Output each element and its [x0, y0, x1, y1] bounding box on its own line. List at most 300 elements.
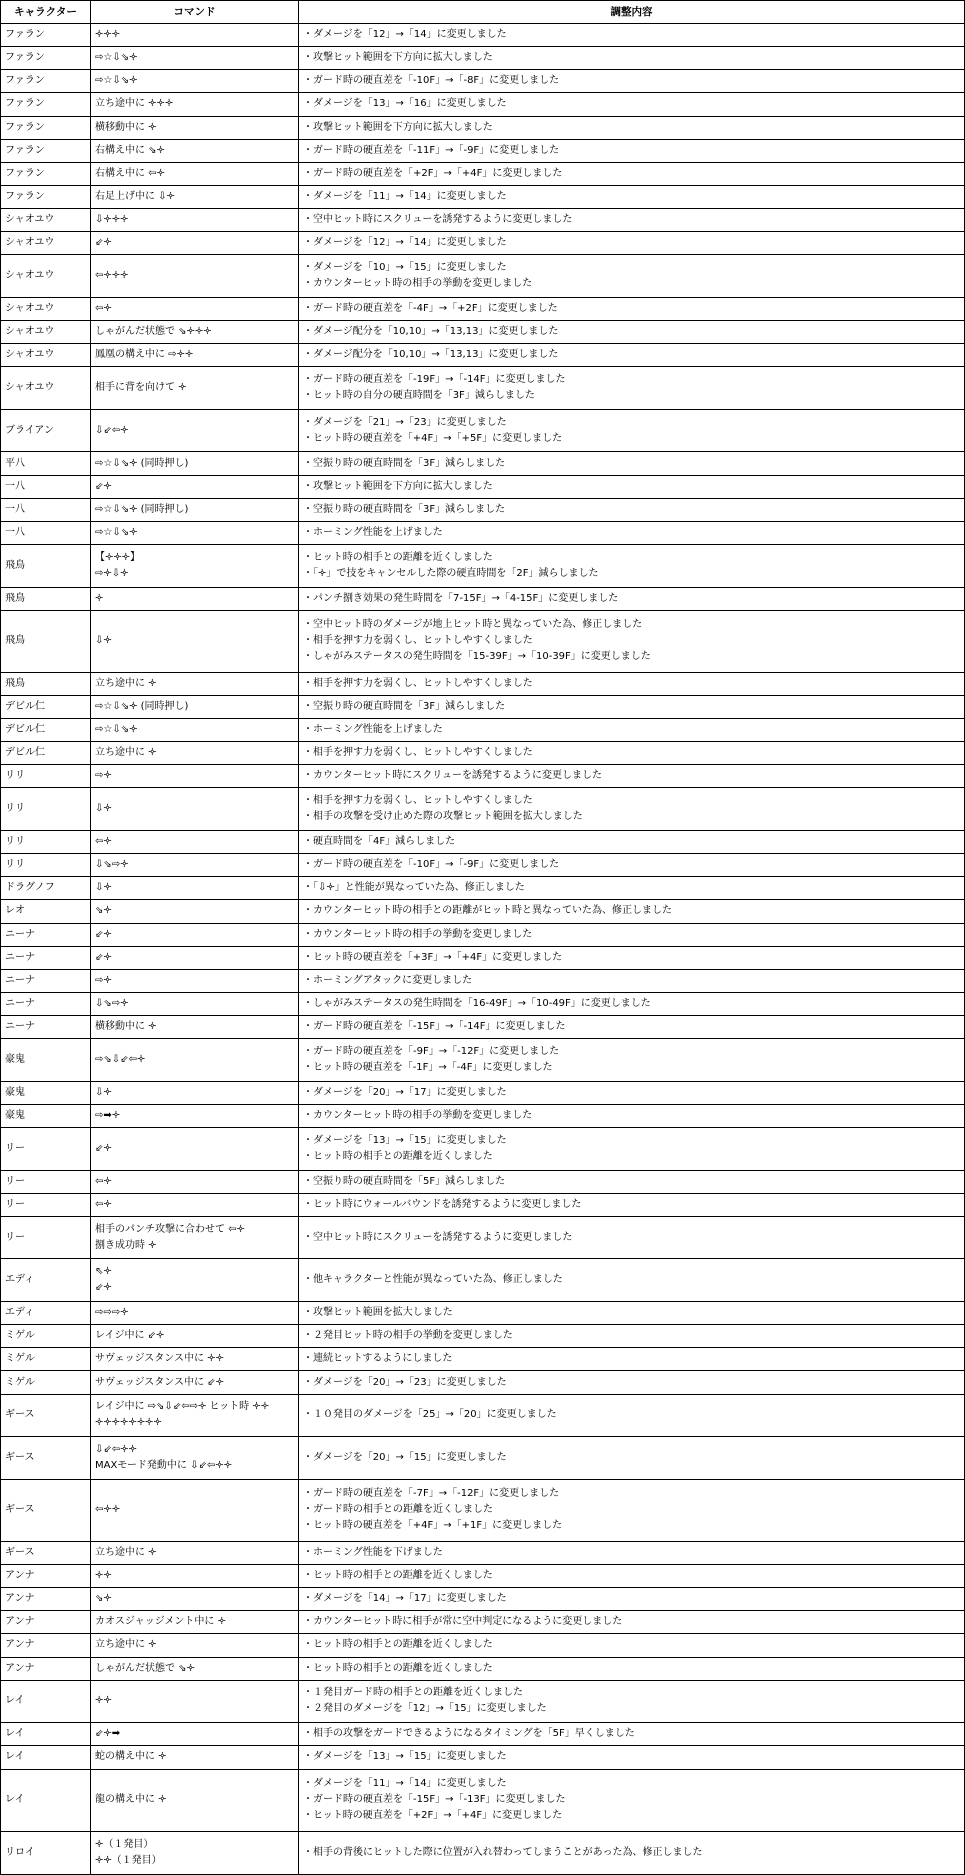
character-cell: ニーナ [1, 1016, 91, 1039]
command-line: ⇦🝊🝊 [95, 1504, 121, 1516]
command-line: 横移動中に 🝊 [95, 121, 157, 133]
character-cell: エディ [1, 1259, 91, 1302]
character-cell: シャオユウ [1, 255, 91, 298]
table-row [1, 185, 965, 208]
adjustment-line: ・ガード時の硬直差を「-15F」→「-14F」に変更しました [303, 1021, 566, 1033]
command-cell [91, 1039, 299, 1082]
command-cell [91, 452, 299, 475]
command-cell [91, 1193, 299, 1216]
adjustment-cell [299, 320, 965, 343]
adjustment-line: ・しゃがみステータスの発生時間を「15-39F」→「10-39F」に変更しました [303, 651, 651, 663]
command-line: 立ち途中に 🝊 [95, 677, 157, 689]
adjustment-line: ・ヒット時の自分の硬直時間を「3F」減らしました [303, 390, 535, 402]
table-row [1, 1680, 965, 1723]
adjustment-cell [299, 1746, 965, 1769]
header-command: コマンド [91, 1, 299, 24]
adjustment-cell [299, 255, 965, 298]
adjustment-line: ・ダメージを「20」→「15」に変更しました [303, 1451, 507, 1463]
command-cell [91, 24, 299, 47]
command-cell [91, 1081, 299, 1104]
table-row [1, 923, 965, 946]
adjustment-cell [299, 672, 965, 695]
table-row [1, 969, 965, 992]
adjustment-cell [299, 719, 965, 742]
command-cell [91, 367, 299, 410]
character-cell: リー [1, 1170, 91, 1193]
character-cell: レイ [1, 1746, 91, 1769]
command-line: ⇙🝊 [95, 480, 112, 492]
adjustment-cell [299, 1081, 965, 1104]
adjustment-cell [299, 831, 965, 854]
character-cell: シャオユウ [1, 297, 91, 320]
command-cell [91, 946, 299, 969]
adjustment-cell [299, 1371, 965, 1394]
character-cell: ファラン [1, 93, 91, 116]
table-row [1, 1216, 965, 1259]
table-row [1, 1170, 965, 1193]
table-row [1, 521, 965, 544]
adjustment-line: ・ダメージを「14」→「17」に変更しました [303, 1593, 507, 1605]
adjustment-line: ・ヒット時の相手との距離を近くしました [303, 1639, 493, 1651]
command-cell [91, 1634, 299, 1657]
adjustment-cell [299, 923, 965, 946]
adjustment-line: ・パンチ捌き効果の発生時間を「7-15F」→「4-15F」に変更しました [303, 592, 619, 604]
adjustment-line: ・カウンターヒット時の相手の挙動を変更しました [303, 928, 533, 940]
adjustment-cell [299, 1193, 965, 1216]
command-line: ⇘🝊 [95, 905, 112, 917]
adjustment-line: ・攻撃ヒット範囲を下方向に拡大しました [303, 480, 493, 492]
table-row [1, 475, 965, 498]
table-row [1, 232, 965, 255]
table-row [1, 1371, 965, 1394]
adjustment-cell [299, 854, 965, 877]
table-row [1, 498, 965, 521]
command-cell [91, 1016, 299, 1039]
adjustment-cell [299, 70, 965, 93]
command-cell [91, 854, 299, 877]
command-line: カオスジャッジメント中に 🝊 [95, 1616, 226, 1628]
adjustment-line: ・ガード時の硬直差を「-4F」→「+2F」に変更しました [303, 302, 558, 314]
adjustment-line: ・攻撃ヒット範囲を拡大しました [303, 1307, 453, 1319]
character-cell: レイ [1, 1680, 91, 1723]
command-cell [91, 672, 299, 695]
header-row [1, 1, 965, 24]
table-row [1, 1634, 965, 1657]
command-line: 立ち途中に 🝊 [95, 747, 157, 759]
adjustment-line: ・「⇩🝊」と性能が異なっていた為、修正しました [303, 882, 525, 894]
adjustment-line: ・カウンターヒット時の相手との距離がヒット時と異なっていた為、修正しました [303, 905, 672, 917]
adjustment-cell [299, 1541, 965, 1564]
table-row [1, 116, 965, 139]
adjustment-cell [299, 452, 965, 475]
adjustment-cell [299, 1680, 965, 1723]
adjustment-line: ・１０発目のダメージを「25」→「20」に変更しました [303, 1409, 557, 1421]
adjustment-line: ・相手を押す力を弱くし、ヒットしやすくしました [303, 635, 533, 647]
command-line: 立ち途中に 🝊 [95, 1639, 157, 1651]
character-cell: ブライアン [1, 409, 91, 452]
character-cell: シャオユウ [1, 232, 91, 255]
table-row [1, 742, 965, 765]
adjustment-line: ・ヒット時の硬直差を「+4F」→「+5F」に変更しました [303, 432, 563, 444]
character-cell: ミゲル [1, 1371, 91, 1394]
adjustment-line: ・相手を押す力を弱くし、ヒットしやすくしました [303, 795, 533, 807]
command-cell [91, 923, 299, 946]
table-row [1, 587, 965, 610]
command-line: レイジ中に ⇙🝊 [95, 1330, 165, 1342]
command-line: ⇩🝊 [95, 1086, 112, 1098]
character-cell: ギース [1, 1394, 91, 1437]
command-line: 🝊 [95, 592, 104, 604]
adjustment-line: ・ダメージを「13」→「15」に変更しました [303, 1751, 507, 1763]
command-cell [91, 1565, 299, 1588]
adjustment-line: ・カウンターヒット時の相手の挙動を変更しました [303, 278, 533, 290]
command-cell [91, 1128, 299, 1171]
adjustment-cell [299, 765, 965, 788]
command-line: 🝊🝊（１発目） [95, 1854, 162, 1866]
command-line: ⇦🝊 [95, 1198, 112, 1210]
table-row [1, 47, 965, 70]
command-cell [91, 320, 299, 343]
command-line: ⇩🝊 [95, 635, 112, 647]
character-cell: ギース [1, 1541, 91, 1564]
command-line: ⇩🝊 [95, 882, 112, 894]
table-row [1, 877, 965, 900]
command-line: 龍の構え中に 🝊 [95, 1794, 167, 1806]
adjustment-line: ・ガード時の硬直差を「-10F」→「-9F」に変更しました [303, 859, 560, 871]
adjustment-line: ・空中ヒット時のダメージが地上ヒット時と異なっていた為、修正しました [303, 619, 643, 631]
command-line: 🝊🝊🝊🝊🝊🝊🝊🝊 [95, 1417, 162, 1429]
command-cell [91, 1259, 299, 1302]
character-cell: 飛鳥 [1, 610, 91, 672]
adjustment-line: ・ヒット時の相手との距離を近くしました [303, 1150, 493, 1162]
command-cell [91, 1394, 299, 1437]
adjustment-line: ・相手を押す力を弱くし、ヒットしやすくしました [303, 747, 533, 759]
command-line: ⇨🝊 [95, 770, 112, 782]
character-cell: リリ [1, 854, 91, 877]
command-cell [91, 185, 299, 208]
adjustment-cell [299, 1831, 965, 1874]
adjustment-line: ・ダメージ配分を「10,10」→「13,13」に変更しました [303, 326, 559, 338]
table-row [1, 255, 965, 298]
command-line: ⇨🝊 [95, 974, 112, 986]
command-line: 鳳凰の構え中に ⇨🝊🝊 [95, 349, 194, 361]
table-row [1, 1348, 965, 1371]
adjustment-line: ・空振り時の硬直時間を「3F」減らしました [303, 503, 506, 515]
table-row [1, 139, 965, 162]
table-row [1, 209, 965, 232]
command-line: ⇨☆⇩⇘🝊 [95, 724, 138, 736]
character-cell: アンナ [1, 1611, 91, 1634]
adjustment-cell [299, 1611, 965, 1634]
adjustment-cell [299, 1170, 965, 1193]
command-line: 🝊🝊 [95, 1695, 112, 1707]
table-row [1, 1746, 965, 1769]
command-cell [91, 1680, 299, 1723]
command-cell [91, 70, 299, 93]
adjustment-cell [299, 344, 965, 367]
command-cell [91, 344, 299, 367]
adjustment-line: ・ダメージを「12」→「14」に変更しました [303, 237, 507, 249]
adjustment-cell [299, 695, 965, 718]
adjustment-line: ・ヒット時にウォールバウンドを誘発するように変更しました [303, 1198, 582, 1210]
character-cell: 飛鳥 [1, 544, 91, 587]
adjustment-line: ・カウンターヒット時に相手が常に空中判定になるように変更しました [303, 1616, 623, 1628]
adjustment-cell [299, 1325, 965, 1348]
adjustment-line: ・ガード時の硬直差を「-7F」→「-12F」に変更しました [303, 1488, 560, 1500]
command-cell [91, 1611, 299, 1634]
character-cell: シャオユウ [1, 209, 91, 232]
character-cell: レイ [1, 1723, 91, 1746]
table-row [1, 1541, 965, 1564]
adjustment-cell [299, 1394, 965, 1437]
character-cell: 豪鬼 [1, 1104, 91, 1127]
character-cell: 一八 [1, 521, 91, 544]
command-line: ⇨☆⇩⇘🝊 (同時押し) [95, 457, 189, 469]
table-row [1, 610, 965, 672]
character-cell: アンナ [1, 1634, 91, 1657]
command-line: ⇦🝊 [95, 1175, 112, 1187]
command-cell [91, 1371, 299, 1394]
command-cell [91, 1541, 299, 1564]
table-row [1, 1016, 965, 1039]
command-line: ⇙🝊 [95, 951, 112, 963]
command-line: ⇙🝊 [95, 237, 112, 249]
table-row [1, 672, 965, 695]
adjustment-line: ・空振り時の硬直時間を「3F」減らしました [303, 700, 506, 712]
command-line: 右足上げ中に ⇩🝊 [95, 190, 175, 202]
character-cell: ニーナ [1, 992, 91, 1015]
command-cell [91, 695, 299, 718]
command-line: しゃがんだ状態で ⇘🝊 [95, 1662, 195, 1674]
adjustment-line: ・ダメージを「21」→「23」に変更しました [303, 416, 507, 428]
adjustment-line: ・ガード時の硬直差を「+2F」→「+4F」に変更しました [303, 167, 563, 179]
command-line: ⇨🝊⇩🝊 [95, 567, 129, 579]
adjustment-line: ・２発目のダメージを「12」→「15」に変更しました [303, 1703, 547, 1715]
command-cell [91, 116, 299, 139]
adjustment-line: ・ガード時の相手との距離を近くしました [303, 1504, 493, 1516]
command-line: ⇙🝊➡ [95, 1728, 121, 1740]
adjustment-line: ・ガード時の硬直差を「-10F」→「-8F」に変更しました [303, 75, 560, 87]
adjustment-cell [299, 139, 965, 162]
adjustment-cell [299, 475, 965, 498]
command-line: 立ち途中に 🝊 [95, 1546, 157, 1558]
command-cell [91, 544, 299, 587]
command-line: ⇨⇨⇨🝊 [95, 1307, 129, 1319]
table-row [1, 70, 965, 93]
adjustment-line: ・空振り時の硬直時間を「5F」減らしました [303, 1175, 506, 1187]
command-cell [91, 47, 299, 70]
character-cell: ギース [1, 1479, 91, 1541]
character-cell: デビル仁 [1, 695, 91, 718]
adjustment-cell [299, 992, 965, 1015]
adjustment-cell [299, 1216, 965, 1259]
character-cell: ミゲル [1, 1325, 91, 1348]
command-line: ⇨☆⇩⇘🝊 [95, 75, 138, 87]
command-cell [91, 1769, 299, 1831]
adjustment-line: ・連続ヒットするようにしました [303, 1353, 453, 1365]
command-cell [91, 255, 299, 298]
character-cell: ニーナ [1, 946, 91, 969]
adjustment-cell [299, 1348, 965, 1371]
adjustment-line: ・カウンターヒット時にスクリューを誘発するように変更しました [303, 770, 602, 782]
character-cell: ドラグノフ [1, 877, 91, 900]
adjustment-line: ・相手の攻撃を受け止めた際の攻撃ヒット範囲を拡大しました [303, 811, 583, 823]
command-cell [91, 969, 299, 992]
command-line: 蛇の構え中に 🝊 [95, 1751, 167, 1763]
command-cell [91, 765, 299, 788]
header-character: キャラクター [1, 1, 91, 24]
adjustment-line: ・他キャラクターと性能が異なっていた為、修正しました [303, 1274, 563, 1286]
adjustment-line: ・ホーミング性能を下げました [303, 1546, 443, 1558]
adjustment-line: ・ヒット時の相手との距離を近くしました [303, 551, 493, 563]
adjustment-line: ・ダメージを「10」→「15」に変更しました [303, 262, 507, 274]
adjustment-cell [299, 1016, 965, 1039]
adjustment-line: ・ホーミングアタックに変更しました [303, 974, 473, 986]
command-cell [91, 610, 299, 672]
table-row [1, 320, 965, 343]
table-row [1, 946, 965, 969]
command-cell [91, 900, 299, 923]
command-cell [91, 1723, 299, 1746]
adjustment-line: ・ダメージを「13」→「15」に変更しました [303, 1134, 507, 1146]
adjustment-cell [299, 498, 965, 521]
command-line: ⇩🝊 [95, 803, 112, 815]
adjustment-line: ・攻撃ヒット範囲を下方向に拡大しました [303, 121, 493, 133]
command-cell [91, 831, 299, 854]
adjustment-line: ・２発目ヒット時の相手の挙動を変更しました [303, 1330, 513, 1342]
adjustment-cell [299, 1437, 965, 1480]
table-row [1, 544, 965, 587]
character-cell: デビル仁 [1, 742, 91, 765]
command-cell [91, 409, 299, 452]
command-cell [91, 1588, 299, 1611]
command-line: ⇩⇘⇨🝊 [95, 997, 129, 1009]
adjustment-line: ・ヒット時の硬直差を「+2F」→「+4F」に変更しました [303, 1810, 563, 1822]
adjustment-line: ・ダメージを「11」→「14」に変更しました [303, 1778, 507, 1790]
adjustment-cell [299, 788, 965, 831]
adjustment-cell [299, 1588, 965, 1611]
table-row [1, 765, 965, 788]
adjustment-line: ・ヒット時の硬直差を「+3F」→「+4F」に変更しました [303, 951, 563, 963]
command-line: ⇩⇘⇨🝊 [95, 859, 129, 871]
adjustment-line: ・空中ヒット時にスクリューを誘発するように変更しました [303, 1231, 573, 1243]
adjustment-cell [299, 1769, 965, 1831]
command-cell [91, 1170, 299, 1193]
character-cell: ファラン [1, 24, 91, 47]
command-cell [91, 788, 299, 831]
adjustment-line: ・ヒット時の硬直差を「-1F」→「-4F」に変更しました [303, 1061, 553, 1073]
command-cell [91, 992, 299, 1015]
table-row [1, 1302, 965, 1325]
character-cell: レイ [1, 1769, 91, 1831]
table-row [1, 452, 965, 475]
command-line: 🝊（１発目） [95, 1838, 154, 1850]
character-cell: ニーナ [1, 923, 91, 946]
adjustment-line: ・ガード時の硬直差を「-19F」→「-14F」に変更しました [303, 374, 566, 386]
table-row [1, 1039, 965, 1082]
character-cell: 一八 [1, 475, 91, 498]
adjustment-cell [299, 367, 965, 410]
adjustment-line: ・１発目ガード時の相手との距離を近くしました [303, 1687, 523, 1699]
command-cell [91, 232, 299, 255]
adjustment-cell [299, 93, 965, 116]
command-line: 捌き成功時 🝊 [95, 1239, 157, 1251]
command-cell [91, 1437, 299, 1480]
adjustment-line: ・カウンターヒット時の相手の挙動を変更しました [303, 1109, 533, 1121]
table-row [1, 93, 965, 116]
adjustment-cell [299, 209, 965, 232]
adjustment-cell [299, 297, 965, 320]
table-row [1, 1104, 965, 1127]
character-cell: リー [1, 1128, 91, 1171]
command-line: 🝊🝊 [95, 1570, 112, 1582]
command-cell [91, 742, 299, 765]
command-line: ⇨☆⇩⇘🝊 [95, 526, 138, 538]
adjustment-line: ・ホーミング性能を上げました [303, 526, 443, 538]
adjustment-line: ・相手の背後にヒットした際に位置が入れ替わってしまうことがあった為、修正しました [303, 1846, 703, 1858]
table-row [1, 1565, 965, 1588]
adjustment-line: ・ダメージを「13」→「16」に変更しました [303, 98, 507, 110]
table-body [1, 24, 965, 1875]
character-cell: 飛鳥 [1, 587, 91, 610]
adjustment-cell [299, 1723, 965, 1746]
command-line: 【🝊🝊🝊】 [95, 551, 141, 563]
command-line: ⇨☆⇩⇘🝊 [95, 52, 138, 64]
adjustment-line: ・ホーミング性能を上げました [303, 724, 443, 736]
adjustment-cell [299, 1039, 965, 1082]
command-line: ⇩⇙⇦🝊 [95, 424, 129, 436]
table-row [1, 1611, 965, 1634]
command-cell [91, 1348, 299, 1371]
table-row [1, 344, 965, 367]
table-row [1, 409, 965, 452]
table-row [1, 1128, 965, 1171]
adjustment-cell [299, 587, 965, 610]
adjustment-line: ・空中ヒット時にスクリューを誘発するように変更しました [303, 214, 573, 226]
character-cell: ミゲル [1, 1348, 91, 1371]
command-line: 横移動中に 🝊 [95, 1021, 157, 1033]
adjustment-cell [299, 1634, 965, 1657]
adjustment-cell [299, 969, 965, 992]
adjustment-cell [299, 1657, 965, 1680]
command-line: 相手に背を向けて 🝊 [95, 382, 187, 394]
table-row [1, 1723, 965, 1746]
adjustment-line: ・しゃがみステータスの発生時間を「16-49F」→「10-49F」に変更しました [303, 997, 651, 1009]
character-cell: ファラン [1, 70, 91, 93]
adjustment-line: ・ダメージを「11」→「14」に変更しました [303, 190, 507, 202]
command-cell [91, 1657, 299, 1680]
command-line: ⇩🝊🝊🝊 [95, 214, 129, 226]
adjustment-cell [299, 946, 965, 969]
adjustment-line: ・ダメージを「20」→「23」に変更しました [303, 1376, 507, 1388]
command-line: レイジ中に ⇨⇘⇩⇙⇦⇨🝊 ヒット時 🝊🝊 [95, 1401, 270, 1413]
adjustment-cell [299, 232, 965, 255]
table-row [1, 1394, 965, 1437]
command-line: ⇙🝊 [95, 1142, 112, 1154]
command-cell [91, 1216, 299, 1259]
character-cell: リー [1, 1216, 91, 1259]
character-cell: リリ [1, 765, 91, 788]
command-line: ⇦🝊 [95, 302, 112, 314]
adjustment-cell [299, 185, 965, 208]
command-cell [91, 297, 299, 320]
command-cell [91, 498, 299, 521]
adjustment-line: ・ダメージを「12」→「14」に変更しました [303, 29, 507, 41]
command-line: ⇨☆⇩⇘🝊 (同時押し) [95, 503, 189, 515]
command-cell [91, 1104, 299, 1127]
adjustment-line: ・相手を押す力を弱くし、ヒットしやすくしました [303, 677, 533, 689]
character-cell: ギース [1, 1437, 91, 1480]
